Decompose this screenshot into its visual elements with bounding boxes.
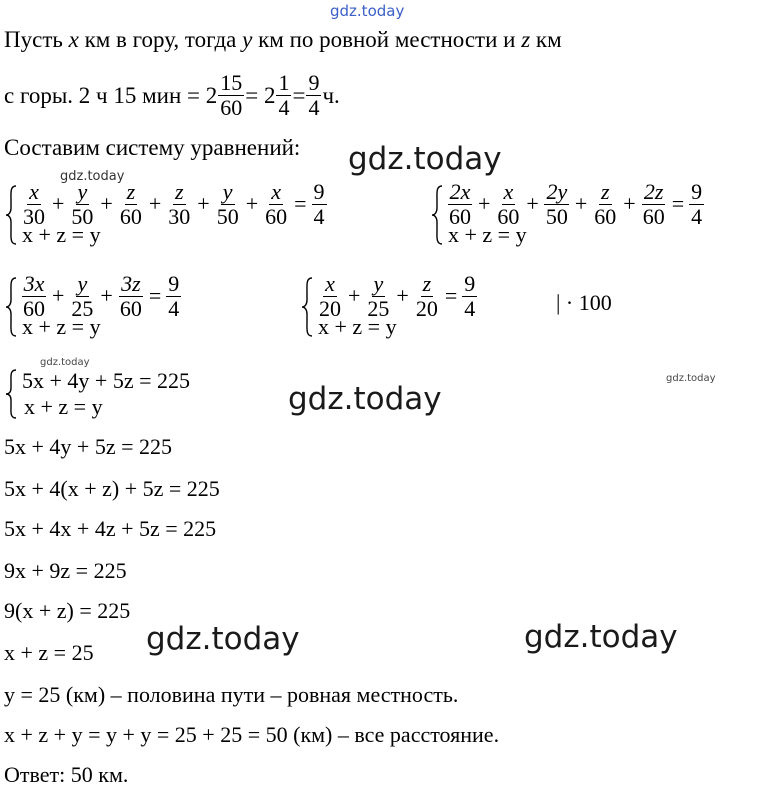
fraction-term-3: $\frac{z}{20}$	[415, 271, 438, 321]
equation-s1-first: $\frac{x}{30}$ + $\frac{y}{50}$ + $\frac{z}{60}$ + $\frac{z}{30}$ + $\frac{y}{50}$ + $\frac{x}{60}$ = $\frac{9}{4}$	[23, 179, 325, 229]
fraction-term-3: $\frac{z}{60}$	[119, 179, 142, 229]
fraction-term-5: $\frac{y}{50}$	[216, 179, 239, 229]
fraction-term-4: $\frac{z}{30}$	[168, 179, 191, 229]
watermark-tiny-1: gdz.today	[40, 357, 90, 368]
fraction-term-3: $\frac{3z}{60}$	[119, 271, 142, 321]
fraction-term-1: $\frac{x}{20}$	[319, 271, 341, 321]
fraction-rhs: $\frac{9}{4}$	[691, 179, 703, 229]
watermark-large-2: gdz.today	[288, 381, 442, 417]
watermark-top: gdz.today	[330, 2, 405, 20]
watermark-small-1: gdz.today	[60, 169, 125, 184]
watermark-large-1: gdz.today	[348, 141, 502, 177]
watermark-tiny-2: gdz.today	[666, 373, 716, 384]
step-3: 5x + 4x + 4z + 5z = 225	[4, 516, 217, 541]
step-5: 9(x + z) = 225	[4, 598, 131, 623]
fraction-term-6: $\frac{x}{60}$	[265, 179, 288, 229]
equation-s2-first: $\frac{2x}{60}$ + $\frac{x}{60}$ + $\frac{2y}{50}$ + $\frac{z}{60}$ + $\frac{2z}{60}$ = $\frac{9}{4}$	[449, 179, 703, 229]
equation-system-1	[4, 179, 404, 247]
equation-s1-second: x + z = y	[22, 222, 101, 247]
watermark-large-3: gdz.today	[146, 621, 300, 657]
fraction-term-1: $\frac{3x}{60}$	[23, 271, 45, 321]
fraction-term-1: $\frac{x}{30}$	[23, 179, 45, 229]
equation-s4-first: $\frac{x}{20}$ + $\frac{y}{25}$ + $\frac{z}{20}$ = $\frac{9}{4}$	[319, 271, 476, 321]
watermark-large-4: gdz.today	[524, 619, 678, 655]
intro-line-1: Пусть x км в гору, тогда y км по ровной местности и z км	[4, 27, 562, 52]
answer: Ответ: 50 км.	[4, 762, 129, 787]
fraction-term-2: $\frac{x}{60}$	[497, 179, 520, 229]
intro-line-2: с горы. 2 ч 15 мин = 2 $\frac{15}{60}$ = 2 $\frac{1}{4}$ = $\frac{9}{4}$ ч.	[4, 70, 340, 120]
fraction-term-2: $\frac{y}{25}$	[71, 271, 94, 321]
brace-s3	[4, 276, 18, 338]
fraction-term-2: $\frac{y}{25}$	[367, 271, 390, 321]
equation-system-2	[430, 179, 760, 247]
fraction-rhs: $\frac{9}{4}$	[168, 271, 180, 321]
fraction-1-4: $\frac{1}{4}$	[278, 70, 290, 120]
fraction-15-60: $\frac{15}{60}$	[220, 70, 243, 120]
brace-s4	[300, 276, 314, 338]
system-heading: Составим систему уравнений:	[4, 135, 301, 160]
equation-system-3	[4, 271, 244, 339]
step-6: x + z = 25	[4, 640, 94, 665]
brace-s1	[4, 184, 18, 246]
step-8: x + z + y = y + y = 25 + 25 = 50 (км) – все расстояние.	[4, 722, 500, 747]
step-4: 9x + 9z = 225	[4, 558, 127, 583]
equation-s3-second: x + z = y	[22, 314, 101, 339]
fraction-term-2: $\frac{y}{50}$	[71, 179, 94, 229]
equation-s2-second: x + z = y	[448, 222, 527, 247]
fraction-term-3: $\frac{2y}{50}$	[545, 179, 568, 229]
step-2: 5x + 4(x + z) + 5z = 225	[4, 476, 220, 501]
multiplier-100: | · 100	[556, 290, 612, 315]
fraction-term-5: $\frac{2z}{60}$	[642, 179, 665, 229]
step-7: y = 25 (км) – половина пути – ровная местность.	[4, 682, 459, 707]
brace-s2	[430, 184, 444, 246]
fraction-rhs: $\frac{9}{4}$	[313, 179, 325, 229]
equation-s3-first: $\frac{3x}{60}$ + $\frac{y}{25}$ + $\frac{3z}{60}$ = $\frac{9}{4}$	[23, 271, 180, 321]
step-1: 5x + 4y + 5z = 225	[4, 434, 172, 459]
system-5-first: 5x + 4y + 5z = 225	[22, 368, 190, 393]
fraction-9-4: $\frac{9}{4}$	[308, 70, 320, 120]
equation-system-4	[300, 271, 540, 339]
equation-s4-second: x + z = y	[318, 314, 397, 339]
fraction-term-1: $\frac{2x}{60}$	[449, 179, 471, 229]
system-5-second: x + z = y	[24, 394, 103, 419]
fraction-term-4: $\frac{z}{60}$	[594, 179, 617, 229]
equation-system-5	[4, 368, 264, 420]
fraction-rhs: $\frac{9}{4}$	[464, 271, 476, 321]
